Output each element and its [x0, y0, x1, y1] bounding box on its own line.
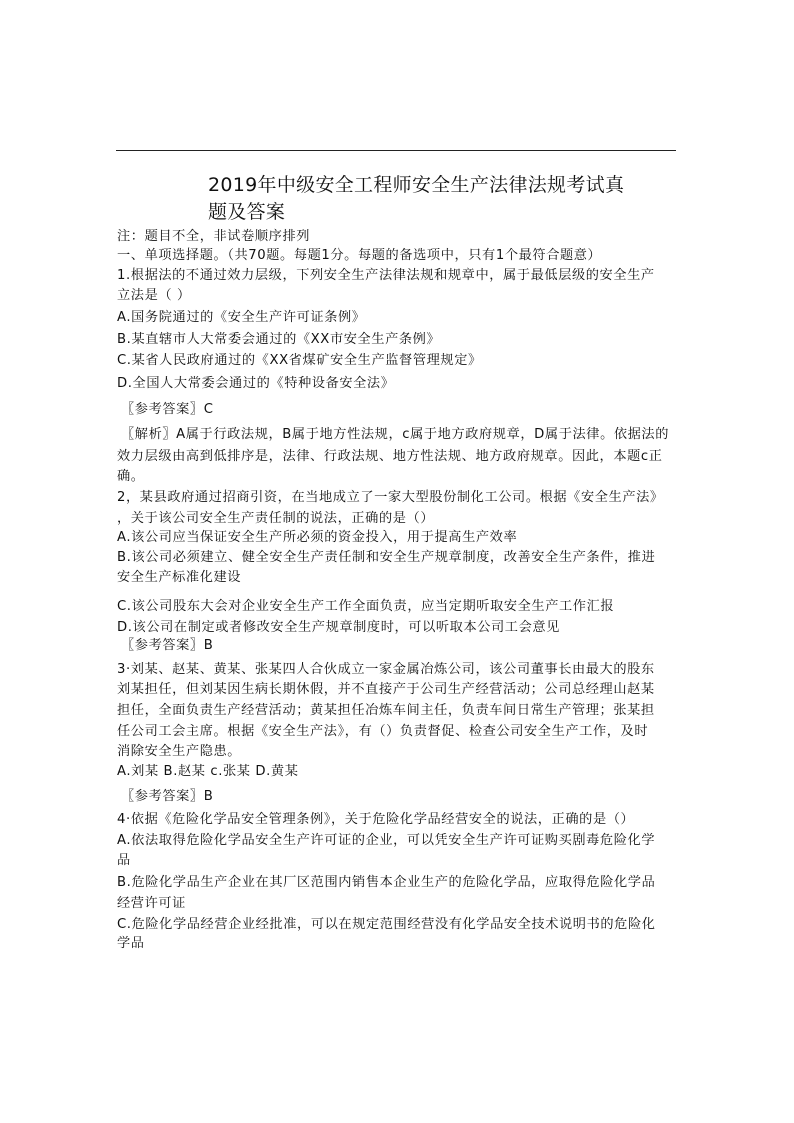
header-rule	[116, 150, 676, 151]
document-title-line-2: 题及答案	[208, 201, 286, 223]
question-line: 消除安全生产隐患。	[117, 744, 242, 759]
question-line: 2，某县政府通过招商引资，在当地成立了一家大型股份制化工公司。根据《安全生产法》	[117, 490, 664, 505]
option-line: D.该公司在制定或者修改安全生产规章制度时，可以听取本公司工会意见	[117, 620, 560, 635]
question-line: ，关于该公司安全生产责任制的说法，正确的是（）	[117, 511, 435, 526]
document-title-line-1: 2019年中级安全工程师安全生产法律法规考试真	[208, 174, 625, 196]
question-line: 立法是（ ）	[117, 288, 191, 303]
analysis-line: 效力层级由高到低排序是，法律、行政法规、地方性法规、地方政府规章。因此，本题c正	[117, 449, 663, 464]
question-line: 4·依据《危险化学品安全管理条例》，关于危险化学品经营安全的说法，正确的是（）	[117, 812, 635, 827]
option-line: C.该公司股东大会对企业安全生产工作全面负责，应当定期听取安全生产工作汇报	[117, 599, 615, 614]
answer-line: 〖参考答案〗C	[121, 402, 214, 417]
option-line: B.某直辖市人大常委会通过的《XX市安全生产条例》	[117, 332, 441, 347]
analysis-line: 〖解析〗A属于行政法规，B属于地方性法规，c属于地方政府规章，D属于法律。依据法的	[121, 427, 670, 442]
option-line: 学品	[117, 936, 145, 951]
question-line: 1.根据法的不通过效力层级，下列安全生产法律法规和规章中，属于最低层级的安全生产	[117, 268, 655, 283]
analysis-line: 确。	[117, 469, 145, 484]
option-line: B.危险化学品生产企业在其厂区范围内销售本企业生产的危险化学品，应取得危险化学品	[117, 875, 656, 890]
option-line: 安全生产标准化建设	[117, 570, 242, 585]
option-line: C.危险化学品经营企业经批准，可以在规定范围经营没有化学品安全技术说明书的危险化	[117, 917, 656, 932]
option-line: A.刘某 B.赵某 c.张某 D.黄某	[117, 764, 299, 779]
option-line: B.该公司必须建立、健全安全生产责任制和安全生产规章制度，改善安全生产条件，推进	[117, 550, 656, 565]
option-line: 品	[117, 853, 131, 868]
option-line: D.全国人大常委会通过的《特种设备安全法》	[117, 376, 395, 391]
answer-line: 〖参考答案〗B	[121, 638, 214, 653]
option-line: A.依法取得危险化学品安全生产许可证的企业，可以凭安全生产许可证购买剧毒危险化学	[117, 833, 656, 848]
option-line: C.某省人民政府通过的《XX省煤矿安全生产监督管理规定》	[117, 353, 482, 368]
question-line: 担任，全面负责生产经营活动；黄某担任冶炼车间主任，负责车间日常生产管理；张某担	[117, 703, 655, 718]
note-line: 注：题目不全，非试卷顺序排列	[117, 229, 311, 244]
question-line: 任公司工会主席。根据《安全生产法》，有（）负责督促、检查公司安全生产工作，及时	[117, 724, 649, 739]
option-line: A.国务院通过的《安全生产许可证条例》	[117, 310, 366, 325]
option-line: 经营许可证	[117, 896, 186, 911]
section-line: 一、单项选择题。（共70题。每题1分。每题的备选项中，只有1个最符合题意）	[117, 248, 602, 263]
question-line: 3·刘某、赵某、黄某、张某四人合伙成立一家金属冶炼公司，该公司董事长由最大的股东	[117, 662, 655, 677]
answer-line: 〖参考答案〗B	[121, 789, 214, 804]
question-line: 刘某担任，但刘某因生病长期休假，并不直接产于公司生产经营活动；公司总经理山赵某	[117, 682, 655, 697]
option-line: A.该公司应当保证安全生产所必须的资金投入，用于提高生产效率	[117, 530, 518, 545]
